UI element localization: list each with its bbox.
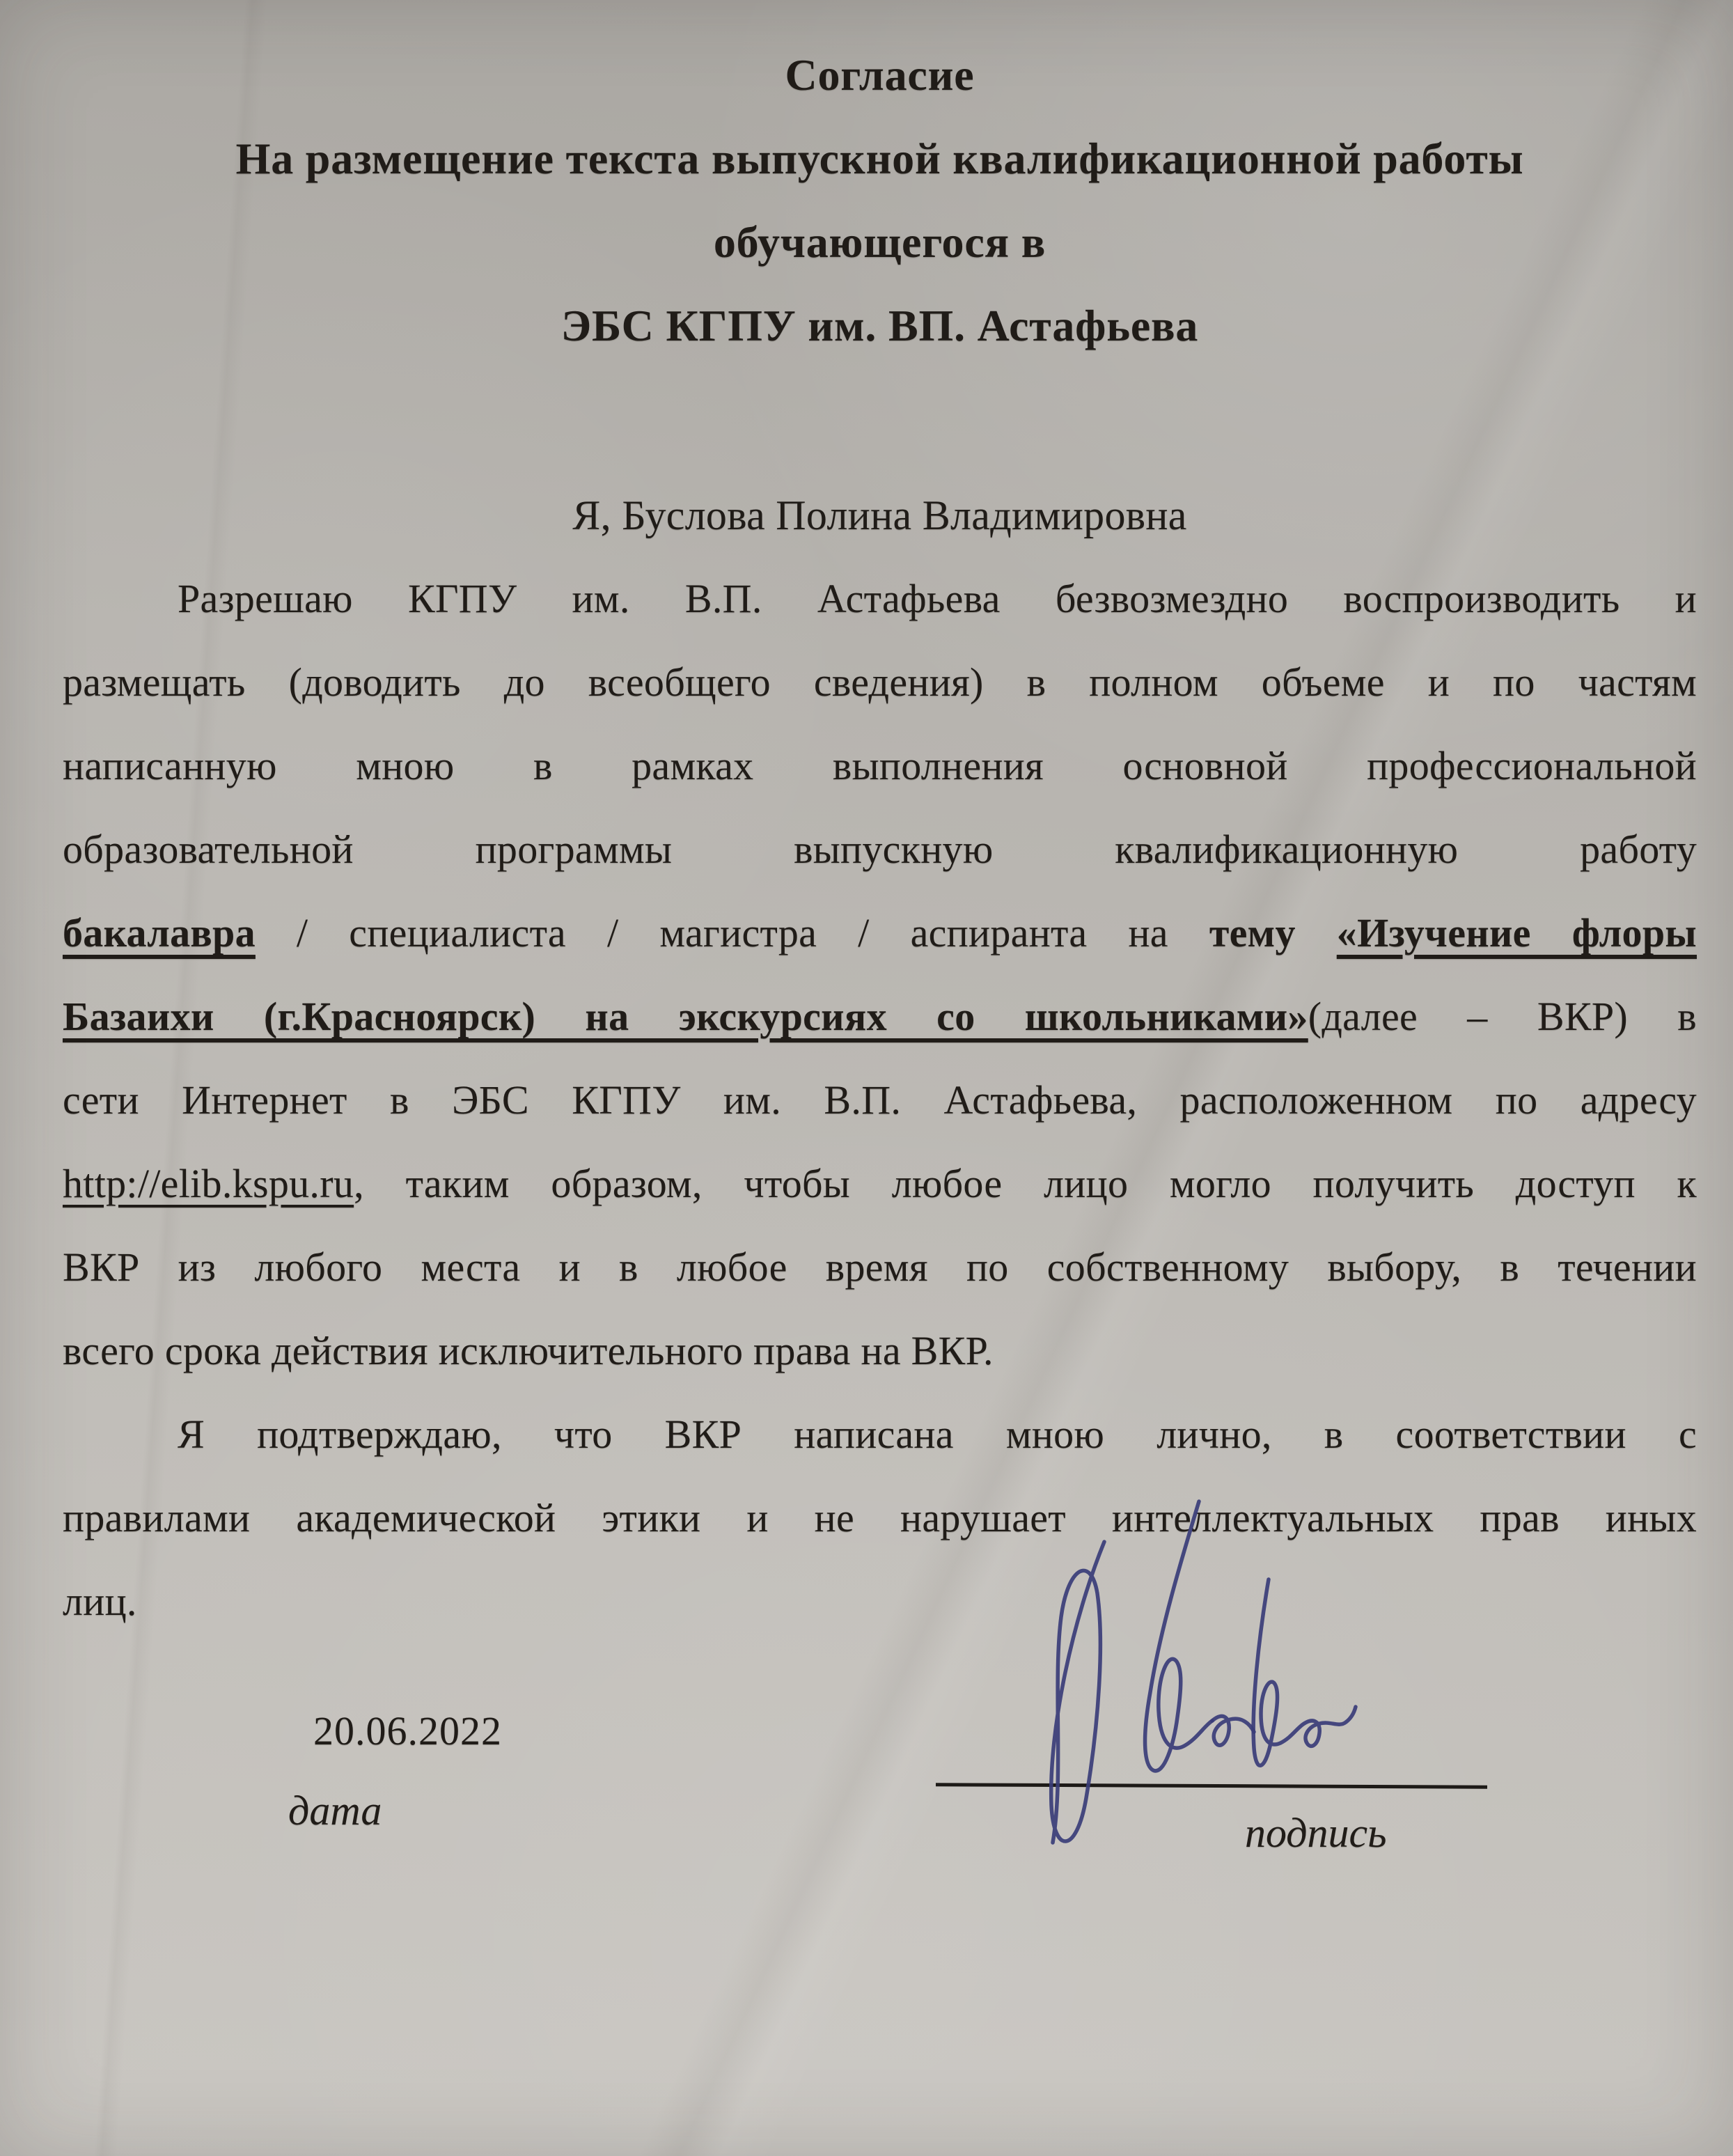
line-text: правилами академической этики и не нарушает интеллектуальных прав иных bbox=[63, 1495, 1697, 1540]
date-value: 20.06.2022 bbox=[313, 1708, 502, 1753]
line-text: сети Интернет в ЭБС КГПУ им. В.П. Астафьева, расположенном по адресу bbox=[63, 1077, 1697, 1123]
document-subtitle-3 bbox=[63, 284, 1697, 368]
thesis-title-part2: Базаихи (г.Красноярск) на экскурсиях со школьниками» bbox=[63, 994, 1308, 1039]
date-label: дата bbox=[288, 1788, 382, 1834]
document-body bbox=[63, 33, 1697, 1643]
paragraph1-line bbox=[63, 808, 1697, 891]
document-subtitle-2 bbox=[63, 201, 1697, 284]
space bbox=[1296, 910, 1337, 955]
line-text: всего срока действия исключительного права на ВКР. bbox=[63, 1328, 994, 1373]
paragraph1-line bbox=[63, 1226, 1697, 1309]
elibrary-url: http://elib.kspu.ru bbox=[63, 1161, 354, 1206]
paragraph1-line bbox=[63, 641, 1697, 724]
line-text: лиц. bbox=[63, 1579, 137, 1624]
document-title bbox=[63, 33, 1697, 117]
topic-word-bold: тему bbox=[1209, 910, 1296, 955]
paragraph1-line bbox=[63, 1142, 1697, 1226]
paragraph1-line bbox=[63, 891, 1697, 975]
line-text: Разрешаю КГПУ им. В.П. Астафьева безвозмездно воспроизводить и bbox=[178, 576, 1697, 621]
document-subtitle-1 bbox=[63, 117, 1697, 201]
paragraph2-line bbox=[63, 1476, 1697, 1560]
subtitle-text: На размещение текста выпускной квалификационной работы bbox=[235, 134, 1524, 183]
paragraph1-line bbox=[63, 1059, 1697, 1142]
line-text: ВКР из любого места и в любое время по собственному выбору, в течении bbox=[63, 1244, 1697, 1290]
subtitle-text: ЭБС КГПУ им. ВП. Астафьева bbox=[560, 301, 1199, 350]
subtitle-text: обучающегося в bbox=[713, 217, 1046, 267]
degree-bachelor-underlined: бакалавра bbox=[63, 910, 256, 955]
paragraph1-line bbox=[63, 724, 1697, 808]
paragraph1-line bbox=[63, 1309, 1697, 1393]
line-text: написанную мною в рамках выполнения основной профессиональной bbox=[63, 743, 1697, 788]
paragraph2-line bbox=[63, 1393, 1697, 1476]
paragraph1-line bbox=[63, 975, 1697, 1059]
thesis-title-part1: «Изучение флоры bbox=[1336, 910, 1697, 955]
line-text: размещать (доводить до всеобщего сведения) в полном объеме и по частям bbox=[63, 659, 1697, 705]
line-text: Я подтверждаю, что ВКР написана мною лично, в соответствии с bbox=[178, 1412, 1697, 1457]
title-text: Согласие bbox=[785, 50, 975, 100]
declarant-name: Я, Буслова Полина Владимировна bbox=[572, 492, 1187, 538]
declarant-line bbox=[63, 474, 1697, 557]
paragraph1-line bbox=[63, 557, 1697, 641]
line-text: (далее – ВКР) в bbox=[1308, 994, 1697, 1039]
paragraph2-line bbox=[63, 1560, 1697, 1643]
signature-label: подпись bbox=[1245, 1810, 1387, 1856]
line-text: образовательной программы выпускную квалификационную работу bbox=[63, 827, 1697, 872]
line-text: , таким образом, чтобы любое лицо могло получить доступ к bbox=[354, 1161, 1697, 1206]
line-text: / специалиста / магистра / аспиранта на bbox=[255, 910, 1209, 955]
header-gap bbox=[63, 368, 1697, 474]
